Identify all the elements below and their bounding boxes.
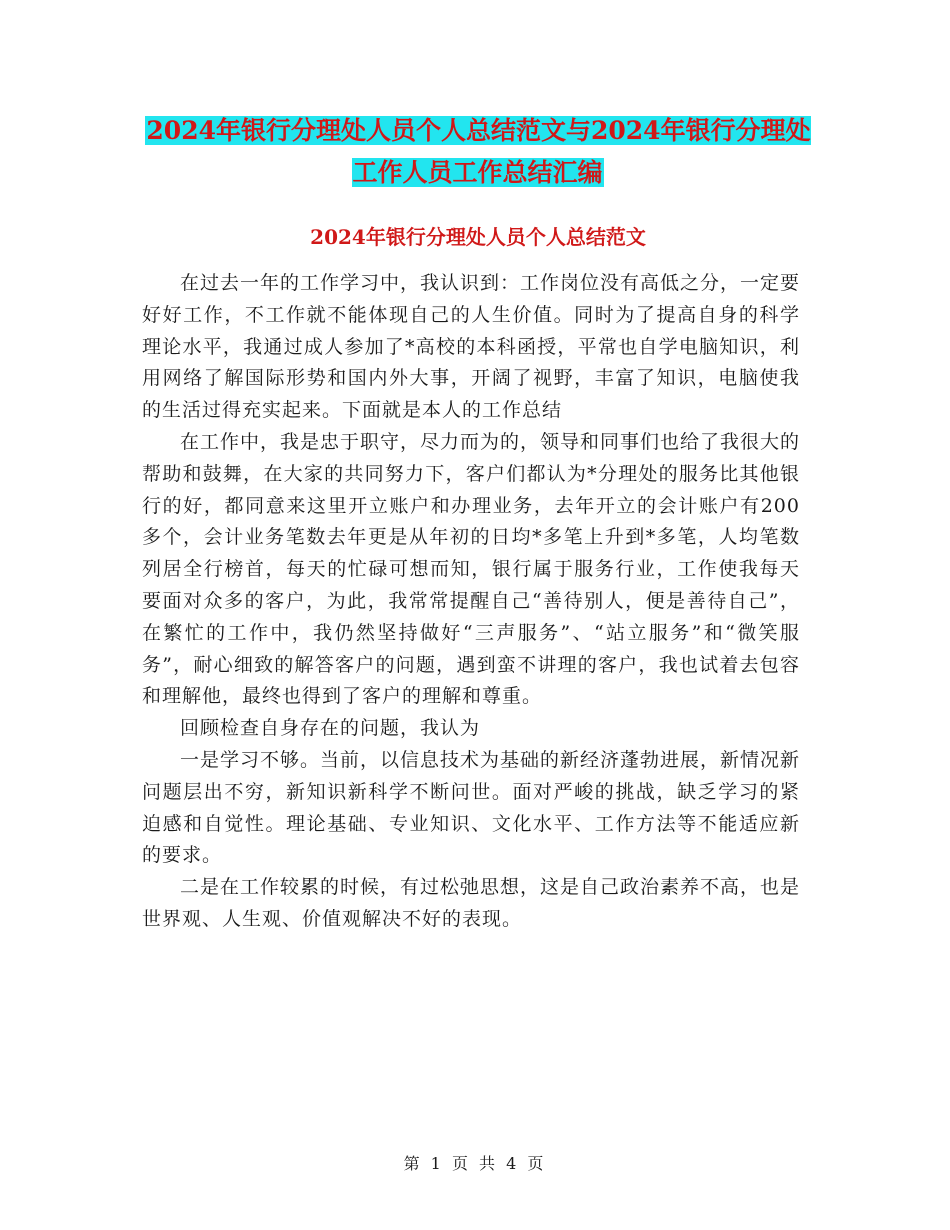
paragraph: 回顾检查自身存在的问题，我认为 [180,717,481,740]
page-number-footer: 第 1 页 共 4 页 [403,1154,547,1173]
paragraph: 二是在工作较累的时候，有过松弛思想，这是自己政治素养不高，也是世界观、人生观、价值观解决不好的表现。 [142,876,801,930]
paragraph: 一是学习不够。当前，以信息技术为基础的新经济蓬勃进展，新情况新问题层出不穷，新知识新科学不断问世。面对严峻的挑战，缺乏学习的紧迫感和自觉性。理论基础、专业知识、文化水平、工作方法等不能适应新的要求。 [142,748,801,867]
paragraph: 在过去一年的工作学习中，我认识到：工作岗位没有高低之分，一定要好好工作，不工作就不能体现自己的人生价值。同时为了提高自身的科学理论水平，我通过成人参加了*高校的本科函授，平常也自学电脑知识，利用网络了解国际形势和国内外大事，开阔了视野，丰富了知识，电脑使我的生活过得充实起来。下面就是本人的工作总结 [142,272,801,422]
section-title: 2024年银行分理处人员个人总结范文 [310,225,646,249]
paragraph: 在工作中，我是忠于职守，尽力而为的，领导和同事们也给了我很大的帮助和鼓舞，在大家的共同努力下，客户们都认为*分理处的服务比其他银行的好，都同意来这里开立账户和办理业务，去年开立的会计账户有200多个，会计业务笔数去年更是从年初的日均*多笔上升到*多笔，人均笔数列居全行榜首，每天的忙碌可想而知，银行属于服务行业，工作使我每天要面对众多的客户，为此，我常常提醒自己“善待别人，便是善待自己”，在繁忙的工作中，我仍然坚持做好“三声服务”、“站立服务”和“微笑服务”，耐心细致的解答客户的问题，遇到蛮不讲理的客户，我也试着去包容和理解他，最终也得到了客户的理解和尊重。 [142,430,801,708]
document-title [140,110,816,194]
document-body [142,268,800,936]
document-title-text: 2024年银行分理处人员个人总结范文与2024年银行分理处工作人员工作总结汇编 [146,116,811,187]
